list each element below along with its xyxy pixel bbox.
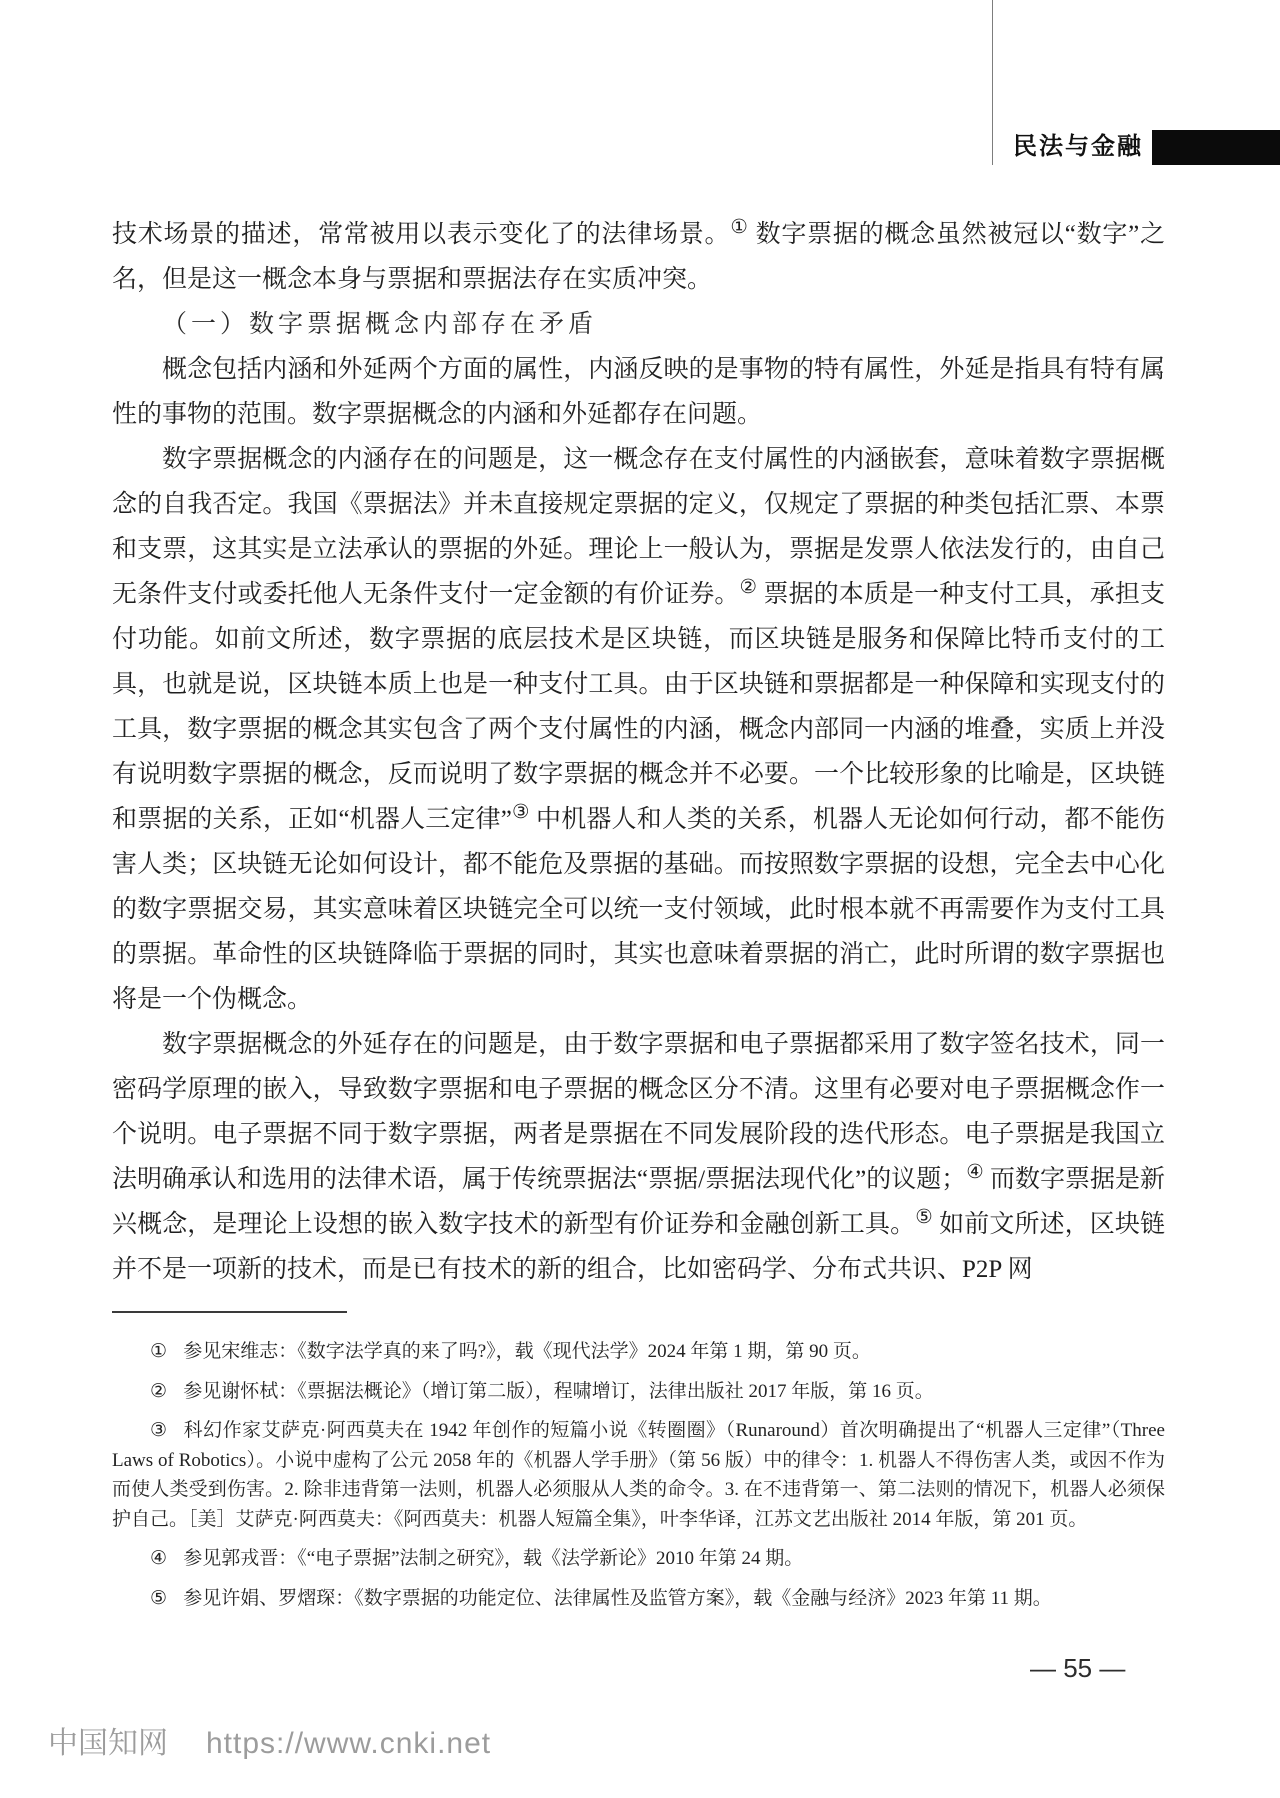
footnote-text: 参见宋维志：《数字法学真的来了吗?》，载《现代法学》2024 年第 1 期，第 90 页。 bbox=[183, 1341, 871, 1362]
paragraph: 数字票据概念的外延存在的问题是，由于数字票据和电子票据都采用了数字签名技术，同一密码学原理的嵌入，导致数字票据和电子票据的概念区分不清。这里有必要对电子票据概念作一个说明。电子票据不同于数字票据，两者是票据在不同发展阶段的迭代形态。电子票据是我国立法明确承认和选用的法律术语，属于传统票据法“票据/票据法现代化”的议题；④ 而数字票据是新兴概念，是理论上设想的嵌入数字技术的新型有价证券和金融创新工具。⑤ 如前文所述，区块链并不是一项新的技术，而是已有技术的新的组合，比如密码学、分布式共识、P2P 网 bbox=[112, 1031, 1165, 1283]
watermark-site-name: 中国知网 bbox=[48, 1727, 168, 1760]
paragraph: 概念包括内涵和外延两个方面的属性，内涵反映的是事物的特有属性，外延是指具有特有属性的事物的范围。数字票据概念的内涵和外延都存在问题。 bbox=[112, 356, 1165, 428]
footnote-text: 参见郭戎晋：《“电子票据”法制之研究》，载《法学新论》2010 年第 24 期。 bbox=[183, 1548, 804, 1569]
header-black-bar bbox=[1152, 130, 1280, 165]
footnotes-block bbox=[112, 1337, 1165, 1613]
footnote-text: 科幻作家艾萨克·阿西莫夫在 1942 年创作的短篇小说《转圈圈》（Runaround）首次明确提出了“机器人三定律”（Three Laws of Robotics）。小说中虚构了公元 2058 年的《机器人学手册》（第 56 版）中的律令：1. 机器人不得伤害人类，或因不作为而使人类受到伤害。2. 除非违背第一法则，机器人必须服从人类的命令。3. 在不违背第一、第二法则的情况下，机器人必须保护自己。［美］艾萨克·阿西莫夫：《阿西莫夫：机器人短篇全集》，叶李华译，江苏文艺出版社 2014 年版，第 201 页。 bbox=[112, 1420, 1165, 1530]
subsection-heading: （一）数字票据概念内部存在矛盾 bbox=[162, 311, 598, 338]
article-body bbox=[112, 212, 1165, 1292]
footnote-marker: ⑤ bbox=[150, 1587, 168, 1609]
footnote-separator bbox=[112, 1311, 347, 1313]
paragraph-continuation: 技术场景的描述，常常被用以表示变化了的法律场景。① 数字票据的概念虽然被冠以“数字”之名，但是这一概念本身与票据和票据法存在实质冲突。 bbox=[112, 217, 1165, 293]
footnote-marker: ④ bbox=[150, 1548, 168, 1569]
watermark-url: https://www.cnki.net bbox=[206, 1727, 492, 1760]
footnote-marker: ① bbox=[150, 1341, 168, 1362]
footnote bbox=[112, 1337, 1165, 1367]
footnote bbox=[112, 1584, 1165, 1614]
footnote-marker: ② bbox=[150, 1380, 168, 1402]
watermark bbox=[48, 1718, 491, 1762]
footnote-marker: ③ bbox=[150, 1420, 168, 1441]
page-number: — 55 — bbox=[1030, 1653, 1126, 1683]
footnote bbox=[112, 1416, 1165, 1534]
footnote-text: 参见许娟、罗熠琛：《数字票据的功能定位、法律属性及监管方案》，载《金融与经济》2023 年第 11 期。 bbox=[183, 1587, 1052, 1609]
footnote bbox=[112, 1544, 1165, 1574]
footnote bbox=[112, 1377, 1165, 1407]
header-divider-line bbox=[992, 0, 993, 165]
footnote-text: 参见谢怀栻：《票据法概论》（增订第二版），程啸增订，法律出版社 2017 年版，第 16 页。 bbox=[183, 1380, 934, 1402]
paragraph: 数字票据概念的内涵存在的问题是，这一概念存在支付属性的内涵嵌套，意味着数字票据概念的自我否定。我国《票据法》并未直接规定票据的定义，仅规定了票据的种类包括汇票、本票和支票，这其实是立法承认的票据的外延。理论上一般认为，票据是发票人依法发行的，由自己无条件支付或委托他人无条件支付一定金额的有价证券。② 票据的本质是一种支付工具，承担支付功能。如前文所述，数字票据的底层技术是区块链，而区块链是服务和保障比特币支付的工具，也就是说，区块链本质上也是一种支付工具。由于区块链和票据都是一种保障和实现支付的工具，数字票据的概念其实包含了两个支付属性的内涵，概念内部同一内涵的堆叠，实质上并没有说明数字票据的概念，反而说明了数字票据的概念并不必要。一个比较形象的比喻是，区块链和票据的关系，正如“机器人三定律”③ 中机器人和人类的关系，机器人无论如何行动，都不能伤害人类；区块链无论如何设计，都不能危及票据的基础。而按照数字票据的设想，完全去中心化的数字票据交易，其实意味着区块链完全可以统一支付领域，此时根本就不再需要作为支付工具的票据。革命性的区块链降临于票据的同时，其实也意味着票据的消亡，此时所谓的数字票据也将是一个伪概念。 bbox=[112, 446, 1165, 1013]
section-label: 民法与金融 bbox=[1013, 133, 1143, 160]
